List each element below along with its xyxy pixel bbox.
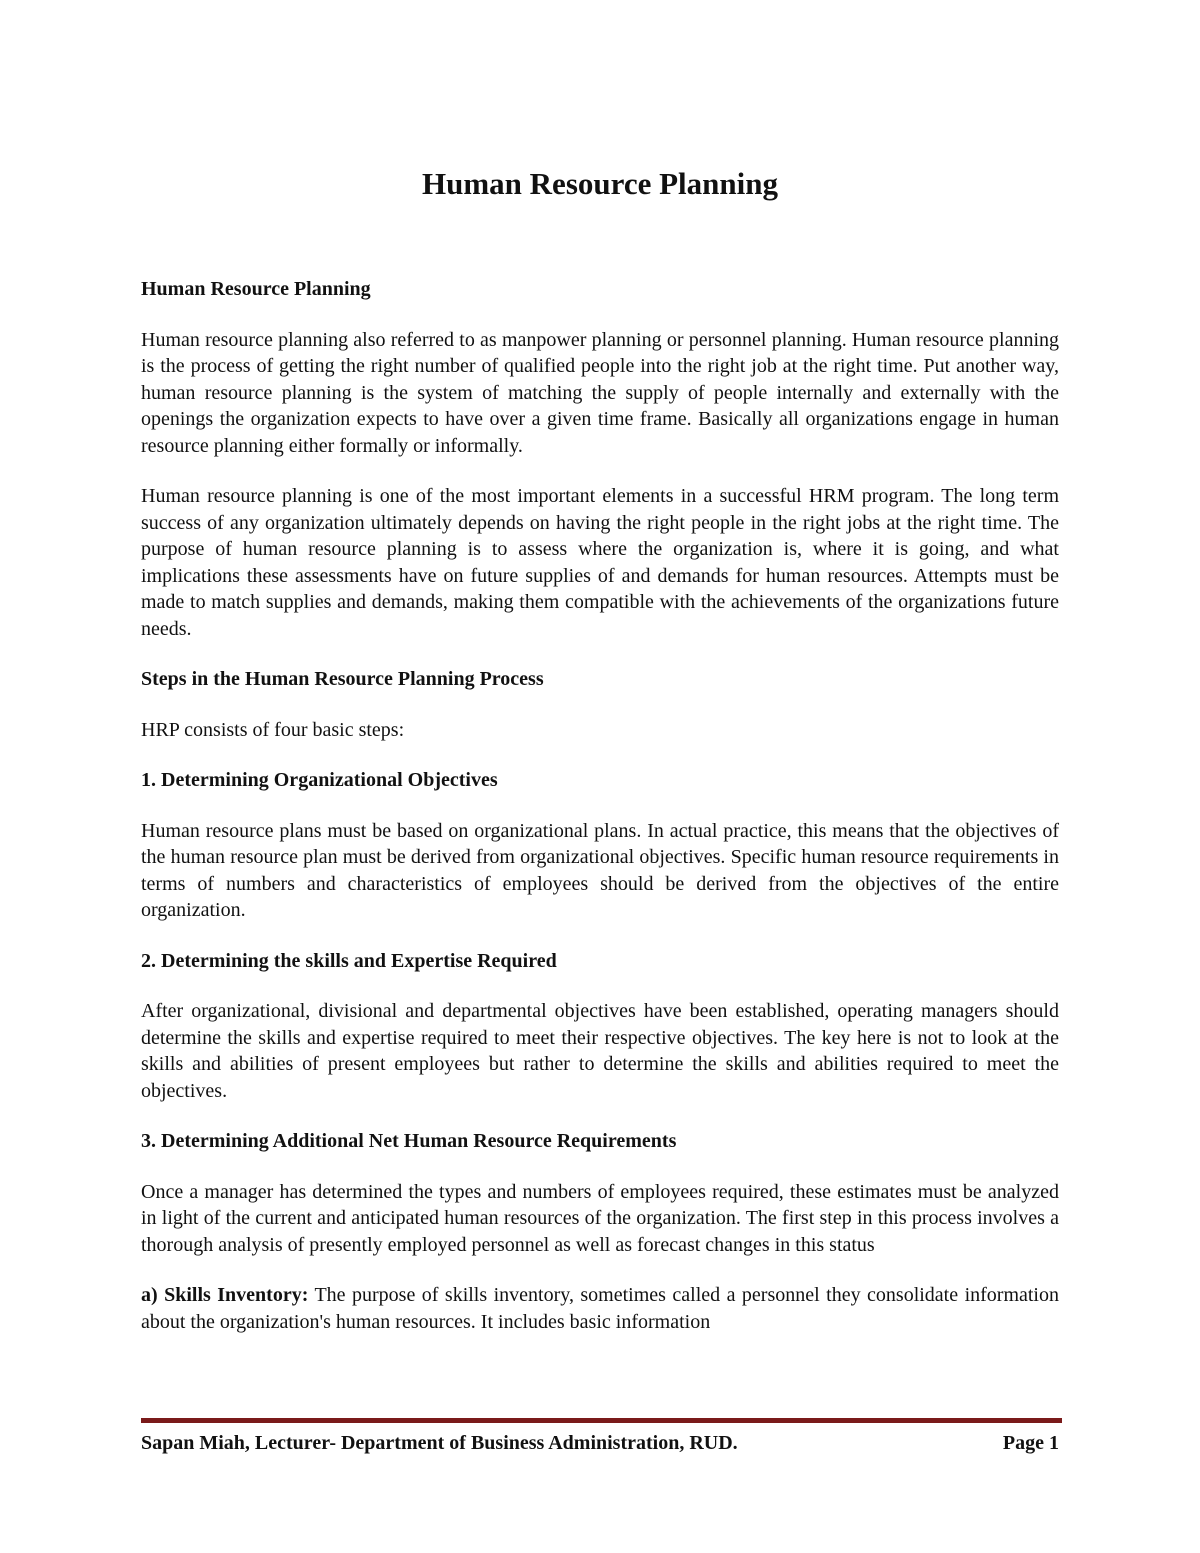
section-heading-step-3: 3. Determining Additional Net Human Resource Requirements (141, 1130, 677, 1152)
skills-inventory-label: a) Skills Inventory: (141, 1284, 309, 1306)
paragraph-intro-1: Human resource planning also referred to as manpower planning or personnel planning. Human resource planning is the process of getting the right number of qualified people into the right job at the right time. Put another way, human resource planning is the system of matching the supply of people internally and externally with the openings the organization expects to have over a given time frame. Basically all organizations engage in human resource planning either formally or informally. (141, 328, 1059, 457)
section-heading-intro: Human Resource Planning (141, 278, 371, 300)
paragraph-step-1: Human resource plans must be based on organizational plans. In actual practice, this means that the objectives of the human resource plan must be derived from organizational objectives. Specific human resource requirements in terms of numbers and characteristics of employees should be derived from the objectives of the entire organization. (141, 819, 1059, 921)
section-heading-step-2: 2. Determining the skills and Expertise Required (141, 949, 557, 972)
page-title: Human Resource Planning (422, 166, 778, 201)
footer-divider (141, 1418, 1062, 1423)
paragraph-skills-inventory (141, 1282, 1059, 1335)
paragraph-steps-intro: HRP consists of four basic steps: (141, 718, 405, 741)
skills-inventory-text: The purpose of skills inventory, sometimes called a personnel they consolidate information about the organization's human resources. It includes basic information (141, 1284, 1059, 1333)
section-heading-step-1: 1. Determining Organizational Objectives (141, 769, 498, 791)
paragraph-step-2: After organizational, divisional and departmental objectives have been established, operating managers should determine the skills and expertise required to meet their respective objectives. The key here is not to look at the skills and abilities of present employees but rather to determine the skills and abilities required to meet the objectives. (141, 1000, 1059, 1102)
section-heading-steps: Steps in the Human Resource Planning Process (141, 668, 544, 690)
paragraph-step-3: Once a manager has determined the types and numbers of employees required, these estimates must be analyzed in light of the current and anticipated human resources of the organization. The first step in this process involves a thorough analysis of presently employed personnel as well as forecast changes in this status (141, 1180, 1059, 1256)
footer-author: Sapan Miah, Lecturer- Department of Business Administration, RUD. (141, 1432, 738, 1454)
footer-page-number: Page 1 (1002, 1432, 1059, 1454)
paragraph-intro-2: Human resource planning is one of the most important elements in a successful HRM program. The long term success of any organization ultimately depends on having the right people in the right jobs at the right time. The purpose of human resource planning is to assess where the organization is, where it is going, and what implications these assessments have on future supplies of and demands for human resources. Attempts must be made to match supplies and demands, making them compatible with the achievements of the organizations future needs. (141, 485, 1059, 640)
document-body (141, 276, 1059, 1335)
